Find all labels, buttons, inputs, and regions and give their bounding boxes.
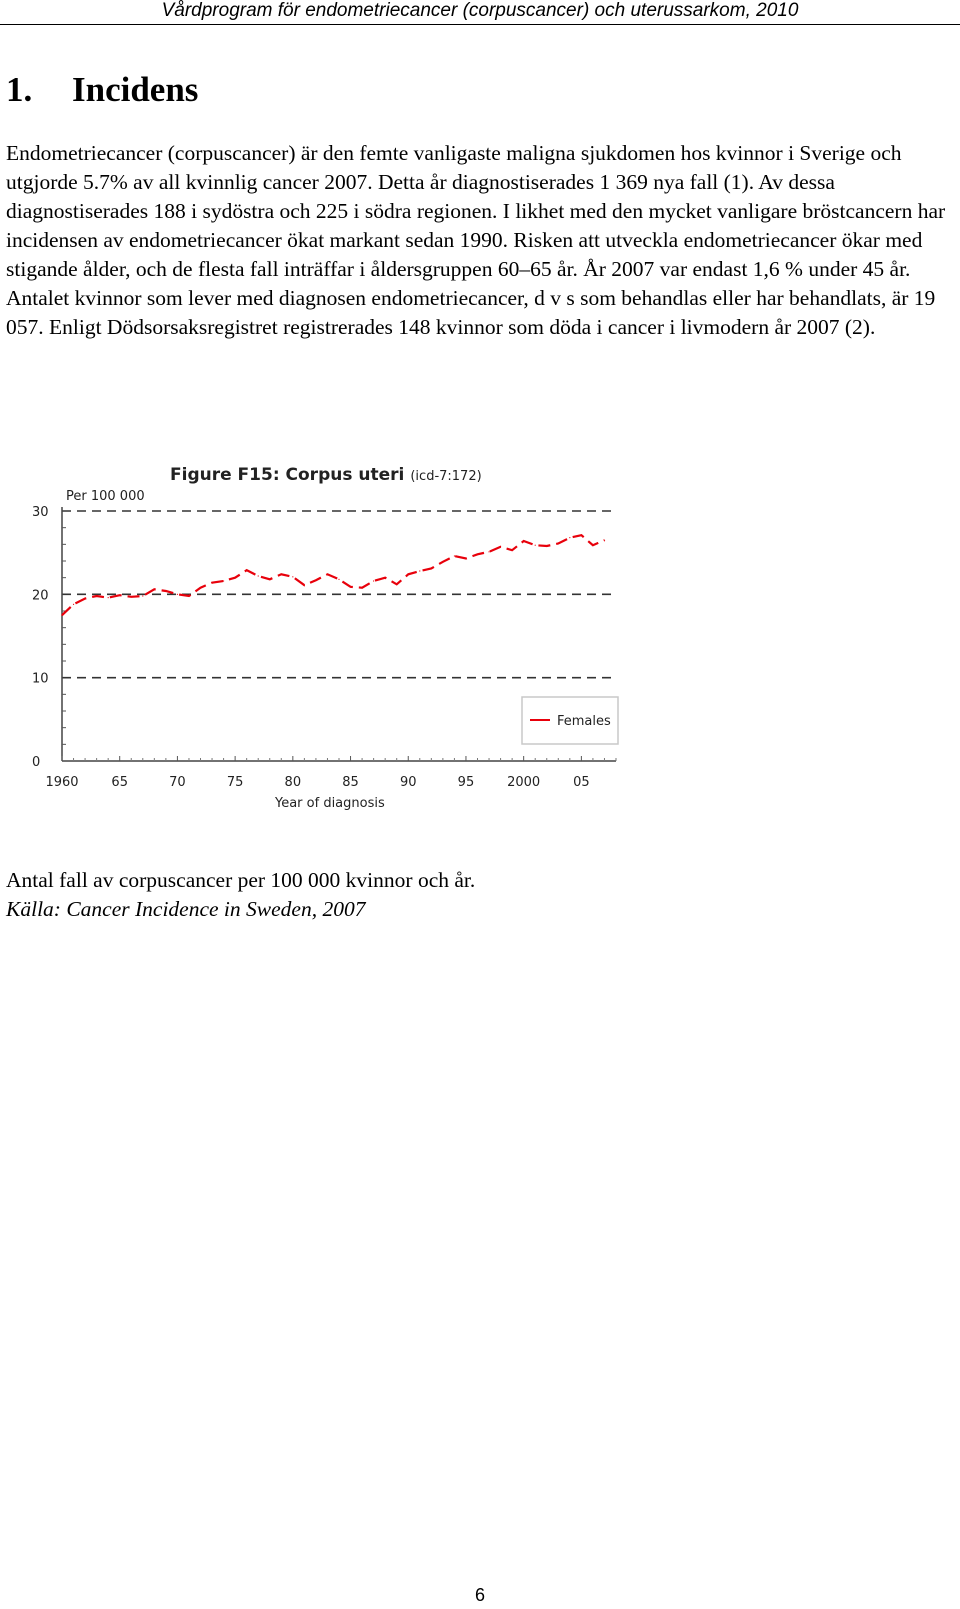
data-point bbox=[592, 545, 593, 546]
data-point bbox=[165, 590, 166, 591]
x-tick-label: 65 bbox=[111, 775, 128, 790]
y-tick-label: 30 bbox=[32, 505, 49, 520]
data-point bbox=[131, 596, 132, 597]
data-point bbox=[523, 540, 524, 541]
data-point bbox=[246, 570, 247, 571]
data-point bbox=[396, 584, 397, 585]
data-point bbox=[419, 570, 420, 571]
running-header: Vårdprogram för endometriecancer (corpuscancer) och uterussarkom, 2010 bbox=[0, 0, 960, 25]
page-number: 6 bbox=[474, 1585, 485, 1605]
figure-caption bbox=[6, 866, 475, 924]
data-point bbox=[327, 574, 328, 575]
data-point bbox=[558, 543, 559, 544]
data-point bbox=[258, 575, 259, 576]
data-point bbox=[488, 551, 489, 552]
data-point bbox=[304, 585, 305, 586]
series-females bbox=[61, 535, 605, 616]
data-point bbox=[142, 595, 143, 596]
data-point bbox=[108, 597, 109, 598]
y-axis-label: Per 100 000 bbox=[66, 489, 145, 504]
data-point bbox=[361, 587, 362, 588]
data-point bbox=[350, 586, 351, 587]
data-point bbox=[315, 580, 316, 581]
x-tick-label: 75 bbox=[226, 775, 244, 790]
x-tick-label: 80 bbox=[284, 775, 302, 790]
data-point bbox=[154, 589, 155, 590]
data-point bbox=[281, 574, 282, 575]
data-point bbox=[84, 598, 85, 599]
legend bbox=[522, 697, 618, 744]
data-point bbox=[465, 558, 466, 559]
data-point bbox=[223, 580, 224, 581]
data-point bbox=[569, 537, 570, 538]
chart-title-code: (icd-7:172) bbox=[410, 469, 482, 484]
data-point bbox=[431, 568, 432, 569]
data-point bbox=[188, 595, 189, 596]
data-point bbox=[177, 594, 178, 595]
section-heading bbox=[6, 70, 198, 110]
x-tick-label: 05 bbox=[573, 775, 590, 790]
data-point bbox=[442, 561, 443, 562]
data-point bbox=[581, 535, 582, 536]
data-point bbox=[73, 604, 74, 605]
series-line-females bbox=[62, 535, 605, 615]
data-point bbox=[235, 577, 236, 578]
y-tick-label: 10 bbox=[32, 671, 49, 687]
body-paragraph: Endometriecancer (corpuscancer) är den femte vanligaste maligna sjukdomen hos kvinnor i Sverige och utgjorde 5.7% av all kvinnlig cancer 2007. Detta år diagnostiserades 1 369 nya fall (1). Av dessa diagnostiserades 188 i sydöstra och 225 i södra regionen. I likhet med den mycket vanligare bröstcancern har incidensen av endometriecancer ökat markant sedan 1990. Risken att utveckla endometriecancer ökar med stigande ålder, och de flesta fall inträffar i åldersgruppen 60–65 år. År 2007 var endast 1,6 % under 45 år. Antalet kvinnor som lever med diagnosen endometriecancer, d v s som behandlas eller har behandlats, är 19 057. Enligt Dödsorsaksregistret registrerades 148 kvinnor som döda i cancer i livmodern år 2007 (2). bbox=[6, 141, 946, 339]
data-point bbox=[604, 540, 605, 541]
data-point bbox=[373, 580, 374, 581]
axes bbox=[32, 505, 616, 790]
data-point bbox=[546, 545, 547, 546]
caption-text: Antal fall av corpuscancer per 100 000 kvinnor och år. bbox=[6, 868, 476, 892]
data-point bbox=[61, 615, 62, 616]
data-point bbox=[200, 587, 201, 588]
x-tick-label: 90 bbox=[399, 775, 417, 790]
chart-title: Figure F15: Corpus uteri (icd-7:172) bbox=[170, 465, 482, 485]
y-tick-label: 0 bbox=[32, 755, 41, 770]
data-point bbox=[512, 550, 513, 551]
data-point bbox=[269, 579, 270, 580]
section-title: Incidens bbox=[72, 70, 199, 109]
x-tick-label: 2000 bbox=[507, 775, 541, 790]
section-number: 1. bbox=[6, 70, 33, 109]
data-point bbox=[385, 577, 386, 578]
data-point bbox=[535, 545, 536, 546]
x-tick-label: 95 bbox=[457, 775, 475, 790]
data-point bbox=[500, 546, 501, 547]
caption-source: Källa: Cancer Incidence in Sweden, 2007 bbox=[6, 897, 366, 921]
x-tick-label: 85 bbox=[342, 775, 359, 790]
data-point bbox=[96, 595, 97, 596]
y-tick-label: 20 bbox=[32, 588, 49, 604]
x-tick-label: 70 bbox=[169, 775, 186, 790]
incidence-chart bbox=[20, 465, 640, 835]
legend-label-females: Females bbox=[557, 714, 611, 729]
data-point bbox=[119, 595, 120, 596]
data-point bbox=[408, 574, 409, 575]
data-point bbox=[338, 579, 339, 580]
x-tick-label: 1960 bbox=[45, 775, 79, 790]
data-point bbox=[477, 554, 478, 555]
incidence-figure bbox=[20, 465, 640, 835]
data-point bbox=[292, 576, 293, 577]
x-axis-label: Year of diagnosis bbox=[275, 796, 385, 811]
data-point bbox=[454, 555, 455, 556]
data-point bbox=[211, 582, 212, 583]
